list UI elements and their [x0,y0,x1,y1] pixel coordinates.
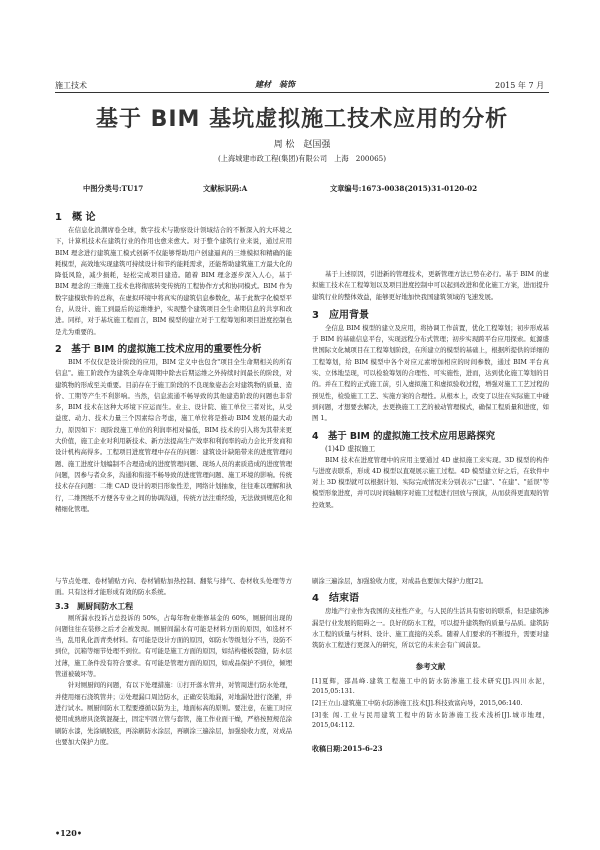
subsection-heading: (1)4D 虚拟施工 [325,444,376,453]
paragraph: 与节点处理、卷材铺贴方向、卷材铺贴加热控制、翻浆与排气、卷材收头处理等方面。只有这样才能形成有效的防水系统。 [55,577,292,597]
running-header-center: 建材 装饰 [255,80,295,89]
right-column-top [312,207,549,559]
page-number: •120• [55,828,82,838]
paragraph: BIM 不仅仅是设计阶段的应用，BIM 定义中也包含"项目全生命期相关的所有信息"。施工阶段作为建筑全寿命周期中除去后期运维之外持续时间最长的阶段，对建筑物的形成至关重要。目前存在于施工阶段的不良现象姿态会对建筑物的质量、造价、工期等产生不利影响。当然，信息流通不畅导致的其他建造阶段的问题也非常多，BIM 技术在这种大环境下应运而生。业主、设计院、施工单位三者对比，从受益度、动力、技术力量三个因素综合考虑，施工单位将是推动 BIM 发展的最大动力，原因如下：现阶段施工单位的利润率相对偏低，BIM 技术的引入将为其带来更大价值，施工企业对利用新技术、新方法提高生产效率和利润率的动力会比开发商和设计机构高得多。工程项目进度管理中存在的问题：建筑设计缺陷带来的进度管理问题、施工进度计划编制不合理造成的进度管理问题、现场人员的素质造成的进度管理问题，因参与者众多，沟通和衔接不畅导致的进度管理问题、施工环境的影响。传统技术存在问题：二维 CAD 设计的项目形象性差，网络计划抽象，往往难以理解和执行，二维图纸不方便各专业之间的协调沟通，传统方法注重经验，无法做到规范化和精细化管理。 [55,357,292,513]
reference-item: [2]王立山.建筑施工中防水防渗施工技术[J].科技致富向导，2015,06:140. [312,699,523,708]
paragraph: 在信息化浪潮席卷全球，数字技术与勘察设计领域结合的不断深入的大环境之下，计算机技术在建筑行业的作用也愈来愈大。对于整个建筑行业来说，通过应用 BIM 理念进行建筑施工模式创新不仅能够帮助用户创建逼真的三维模拟和精确的能耗模型，高效地实现建筑可持续设计和节约能耗需求，还能帮助建筑施工方最大化的降低风险，减少损耗，轻松完成项目建造。随着 BIM 理念逐步深入人心，基于 BIM 理念的三维施工技术也将彻底转变传统的工程协作方式和协同模式。BIM 作为数字建模软件的总称，在虚拟环境中将真实的建筑信息参数化，基于此数字化模型平台，从设计、施工到最后的运维维护，实现整个建筑项目全生命期信息的共享和改进。同样，对于基坑施工程而言，BIM 模型的建立对于工程筹划和项目进度控制也是尤为重要的。 [55,226,292,336]
paragraph: 刷涂三遍涂层，加强验收力度，对成品也要加大保护力度[2]。 [312,577,488,585]
divider-pattern [55,572,549,573]
paragraph: 基于上述原因，引进新的管理技术，更新管理方法已势在必行。基于 BIM 的虚拟施工技术在工程筹划以及项目进度控制中可以起到改进和优化施工方案，进而提升建筑行业的整体效益，能够更好地加快我国建筑领域的飞速发展。 [312,270,549,301]
section-heading-3: 3 应用背景 [312,309,369,321]
right-column-bottom [312,576,549,826]
references-list [312,676,549,730]
paragraph: 全信息 BIM 模型的建立及应用，将协调工作前置，优化工程筹划；初步形成基于 BIM 的基础信息平台，实现远程分布式管理；初步实现跨平台应用探索。虹源盛世国际文化城项目在工程筹划阶段，在所建立的模型的基础上，根据所提供的详细的工程筹划，给 BIM 模型中各个对应元素增加相应的时间参数，通过 BIM 平台真实、立体地呈现，可以检验筹划的合理性、可实施性，进而，达到优化施工筹划的目的。并在工程的正式施工前，引入虚拟施工和虚拟验收过程，增强对施工工艺过程的预见性，检验施工工艺、实施方案的合理性。从根本上，改变了以往在实际施工中碰到问题，才想要去解决，去更换施工工艺的被动管理模式，确保工程质量和进度，如图 1。 [312,323,549,423]
paragraph: 针对厕厨间的问题，有以下处理措施：①打开落水管并，对管周进行防水处理，并使用细石浇筑管井；②处理漏口周边防水，正确安装地漏，对地漏处进行浇灌，并进行试水。厕厨间防水工程要遵循以防为主，地面标高的原则。要注意，在施工时应使用成熟磨具浇筑混凝土，固定牢固立管与套管，施工作业面干燥，严格按照规范涂刷防水漆，先涂刷胶底，再涂刷防水涂层，再刷涂三遍涂层，加强验收力度，对成品也要加大保护力度。 [55,681,292,746]
left-column-top [55,207,292,559]
article-affiliation: (上海城建市政工程(集团)有限公司 上海 200065) [217,154,387,163]
left-column-bottom [55,576,292,822]
article-title: 基于 BIM 基坑虚拟施工技术应用的分析 [95,107,509,132]
article-authors: 周 松 赵国强 [273,140,331,150]
paragraph: 厕所漏水投诉占总投诉的 50%，占每年物业维修基金的 60%，厕厨间出现的问题往往在装修之后才会被发现。厕厨间漏水有可能是材料方面的原因，如选材不当，乱用乳化沥青类材料。有可能是设计方面的原因，如防水等级划分不当，设防不到位，沉箱等细节处理不到位。有可能是施工方面的原因，如结构楼板裂缝，防水层过薄，施工条件没有符合要求。有可能是管理方面的原因，如成品保护不到位，倾埋管道被破坏等。 [55,613,292,679]
header-rule [55,92,549,93]
section-heading-conclusion: 4 结束语 [312,593,359,605]
paragraph: BIM 技术在进度管理中的应用主要通过 4D 虚拟施工来实现。3D 模型的构件与进度表联系，形成 4D 模型以直观展示施工过程。4D 模型建立好之后，在软件中对上 3D 模型就可以根据计划、实际完成情况来分别表示"已建"、"在建"、"延误"等模型形象进度，并可以时间轴顺序对施工过程进行回放与预演，从而获得更直观的管控效果。 [312,455,549,509]
section-heading-2: 2 基于 BIM 的虚拟施工技术应用的重要性分析 [55,343,262,355]
received-date: 收稿日期:2015-6-23 [312,744,383,754]
references-title: 参考文献 [415,662,446,672]
paragraph: 房地产行业作为我国的支柱性产业，与人民的生活具有密切的联系，但是建筑渗漏是行业发展的阻碍之一。良好的防水工程，可以提升建筑物的质量与品质。建筑防水工程的质量与材料、设计、施工直接的关系。随着人们要求的不断提升，需要对建筑防水工程进行更深入的研究，所以它的未来会有广阔前景。 [312,607,549,650]
document-code: 文献标识码:A [203,184,248,193]
reference-item: [1]夏辉，邵昌峰.建筑工程施工中的防水防渗施工技术研究[J].四川水泥，2015,05:131. [312,677,549,696]
reference-item: [3]张 闯.工业与民用建筑工程中的防水防渗施工技术浅析[J].城市地理，2015,04:112. [312,711,549,730]
article-number: 文章编号:1673-0038(2015)31-0120-02 [330,184,478,193]
running-header-left: 施工技术 [55,81,87,90]
wavy-divider [55,565,549,573]
section-heading-1: 1 概 论 [55,212,96,223]
running-header-right: 2015 年 7 月 [495,81,545,90]
clc-number: 中图分类号:TU17 [83,184,144,193]
section-heading-4: 4 基于 BIM 的虚拟施工技术应用思路探究 [312,430,496,442]
subsection-heading-3-3: 3.3 厕厨间防水工程 [55,601,134,611]
